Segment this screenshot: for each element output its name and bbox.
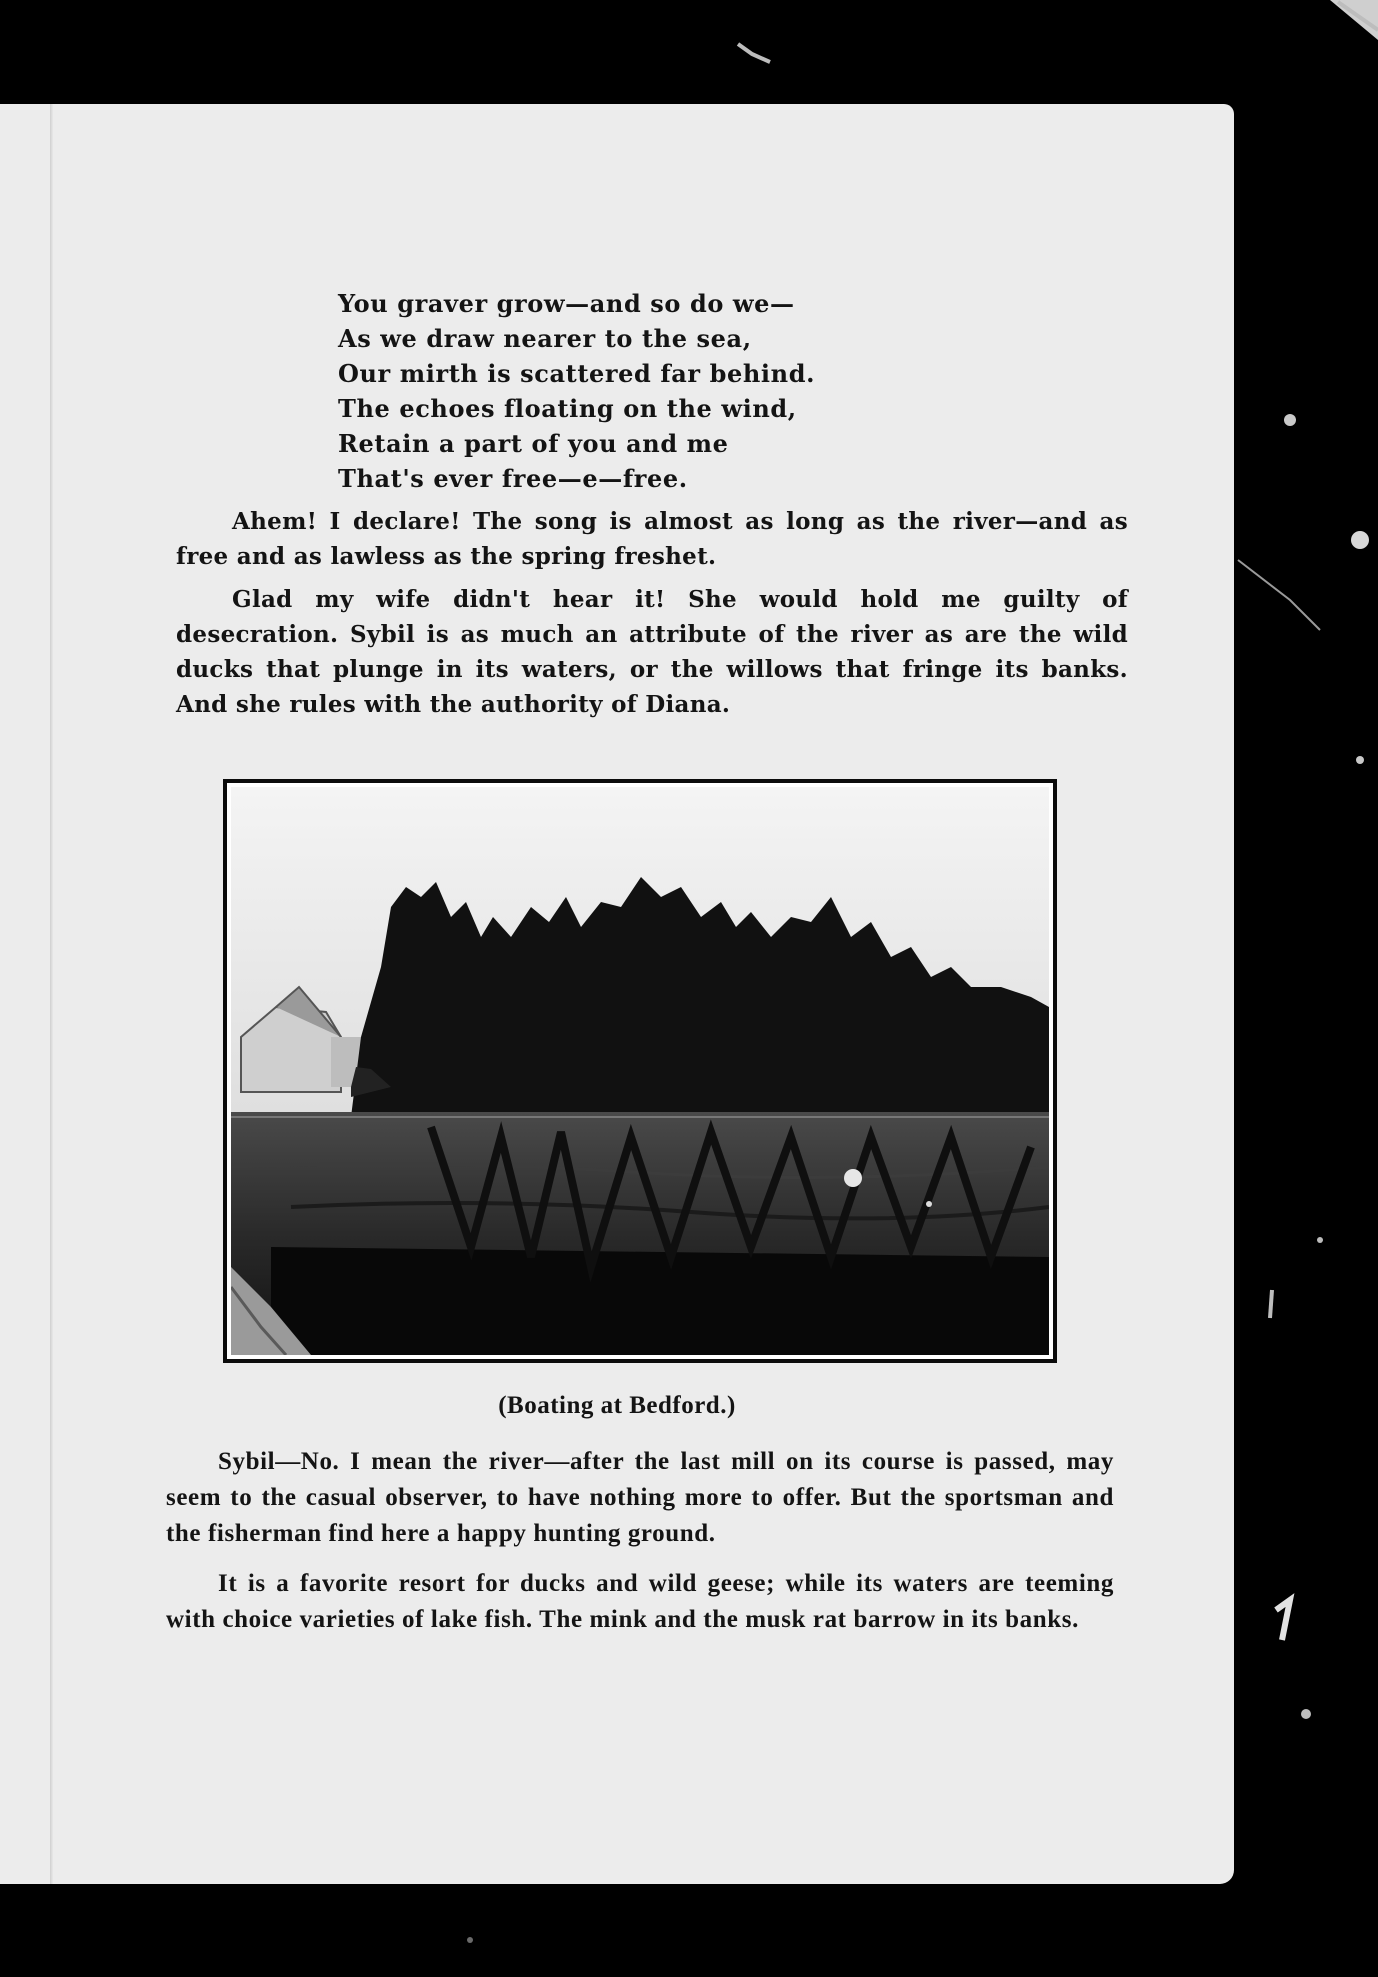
poem-line: You graver grow—and so do we— [338, 289, 795, 318]
photograph-frame [223, 779, 1057, 1363]
poem-line: Retain a part of you and me [338, 429, 729, 458]
poem-stanza [338, 286, 815, 496]
poem-line: As we draw nearer to the sea, [338, 324, 752, 353]
paragraph-resort: It is a favorite resort for ducks and wild geese; while its waters are teeming with choice varieties of lake fish. The mink and the musk rat barrow in its banks. [166, 1570, 1114, 1633]
poem-line: The echoes floating on the wind, [338, 394, 797, 423]
paragraph-ahem: Ahem! I declare! The song is almost as long as the river—and as free and as lawless as the spring freshet. [176, 508, 1128, 570]
page-gutter [50, 104, 53, 1884]
book-page [0, 104, 1234, 1884]
river-photograph [231, 787, 1049, 1355]
poem-line: That's ever free—e—free. [338, 464, 688, 493]
paragraph-sybil: Sybil—No. I mean the river—after the last mill on its course is passed, may seem to the casual observer, to have nothing more to offer. But the sportsman and the fisherman find here a happy hunting ground. [166, 1448, 1114, 1547]
paragraph-glad: Glad my wife didn't hear it! She would hold me guilty of desecration. Sybil is as much an attribute of the river as are the wild ducks that plunge in its waters, or the willows that fringe its banks. And she rules with the authority of Diana. [176, 586, 1128, 718]
photo-caption: (Boating at Bedford.) [498, 1392, 736, 1419]
poem-line: Our mirth is scattered far behind. [338, 359, 816, 388]
